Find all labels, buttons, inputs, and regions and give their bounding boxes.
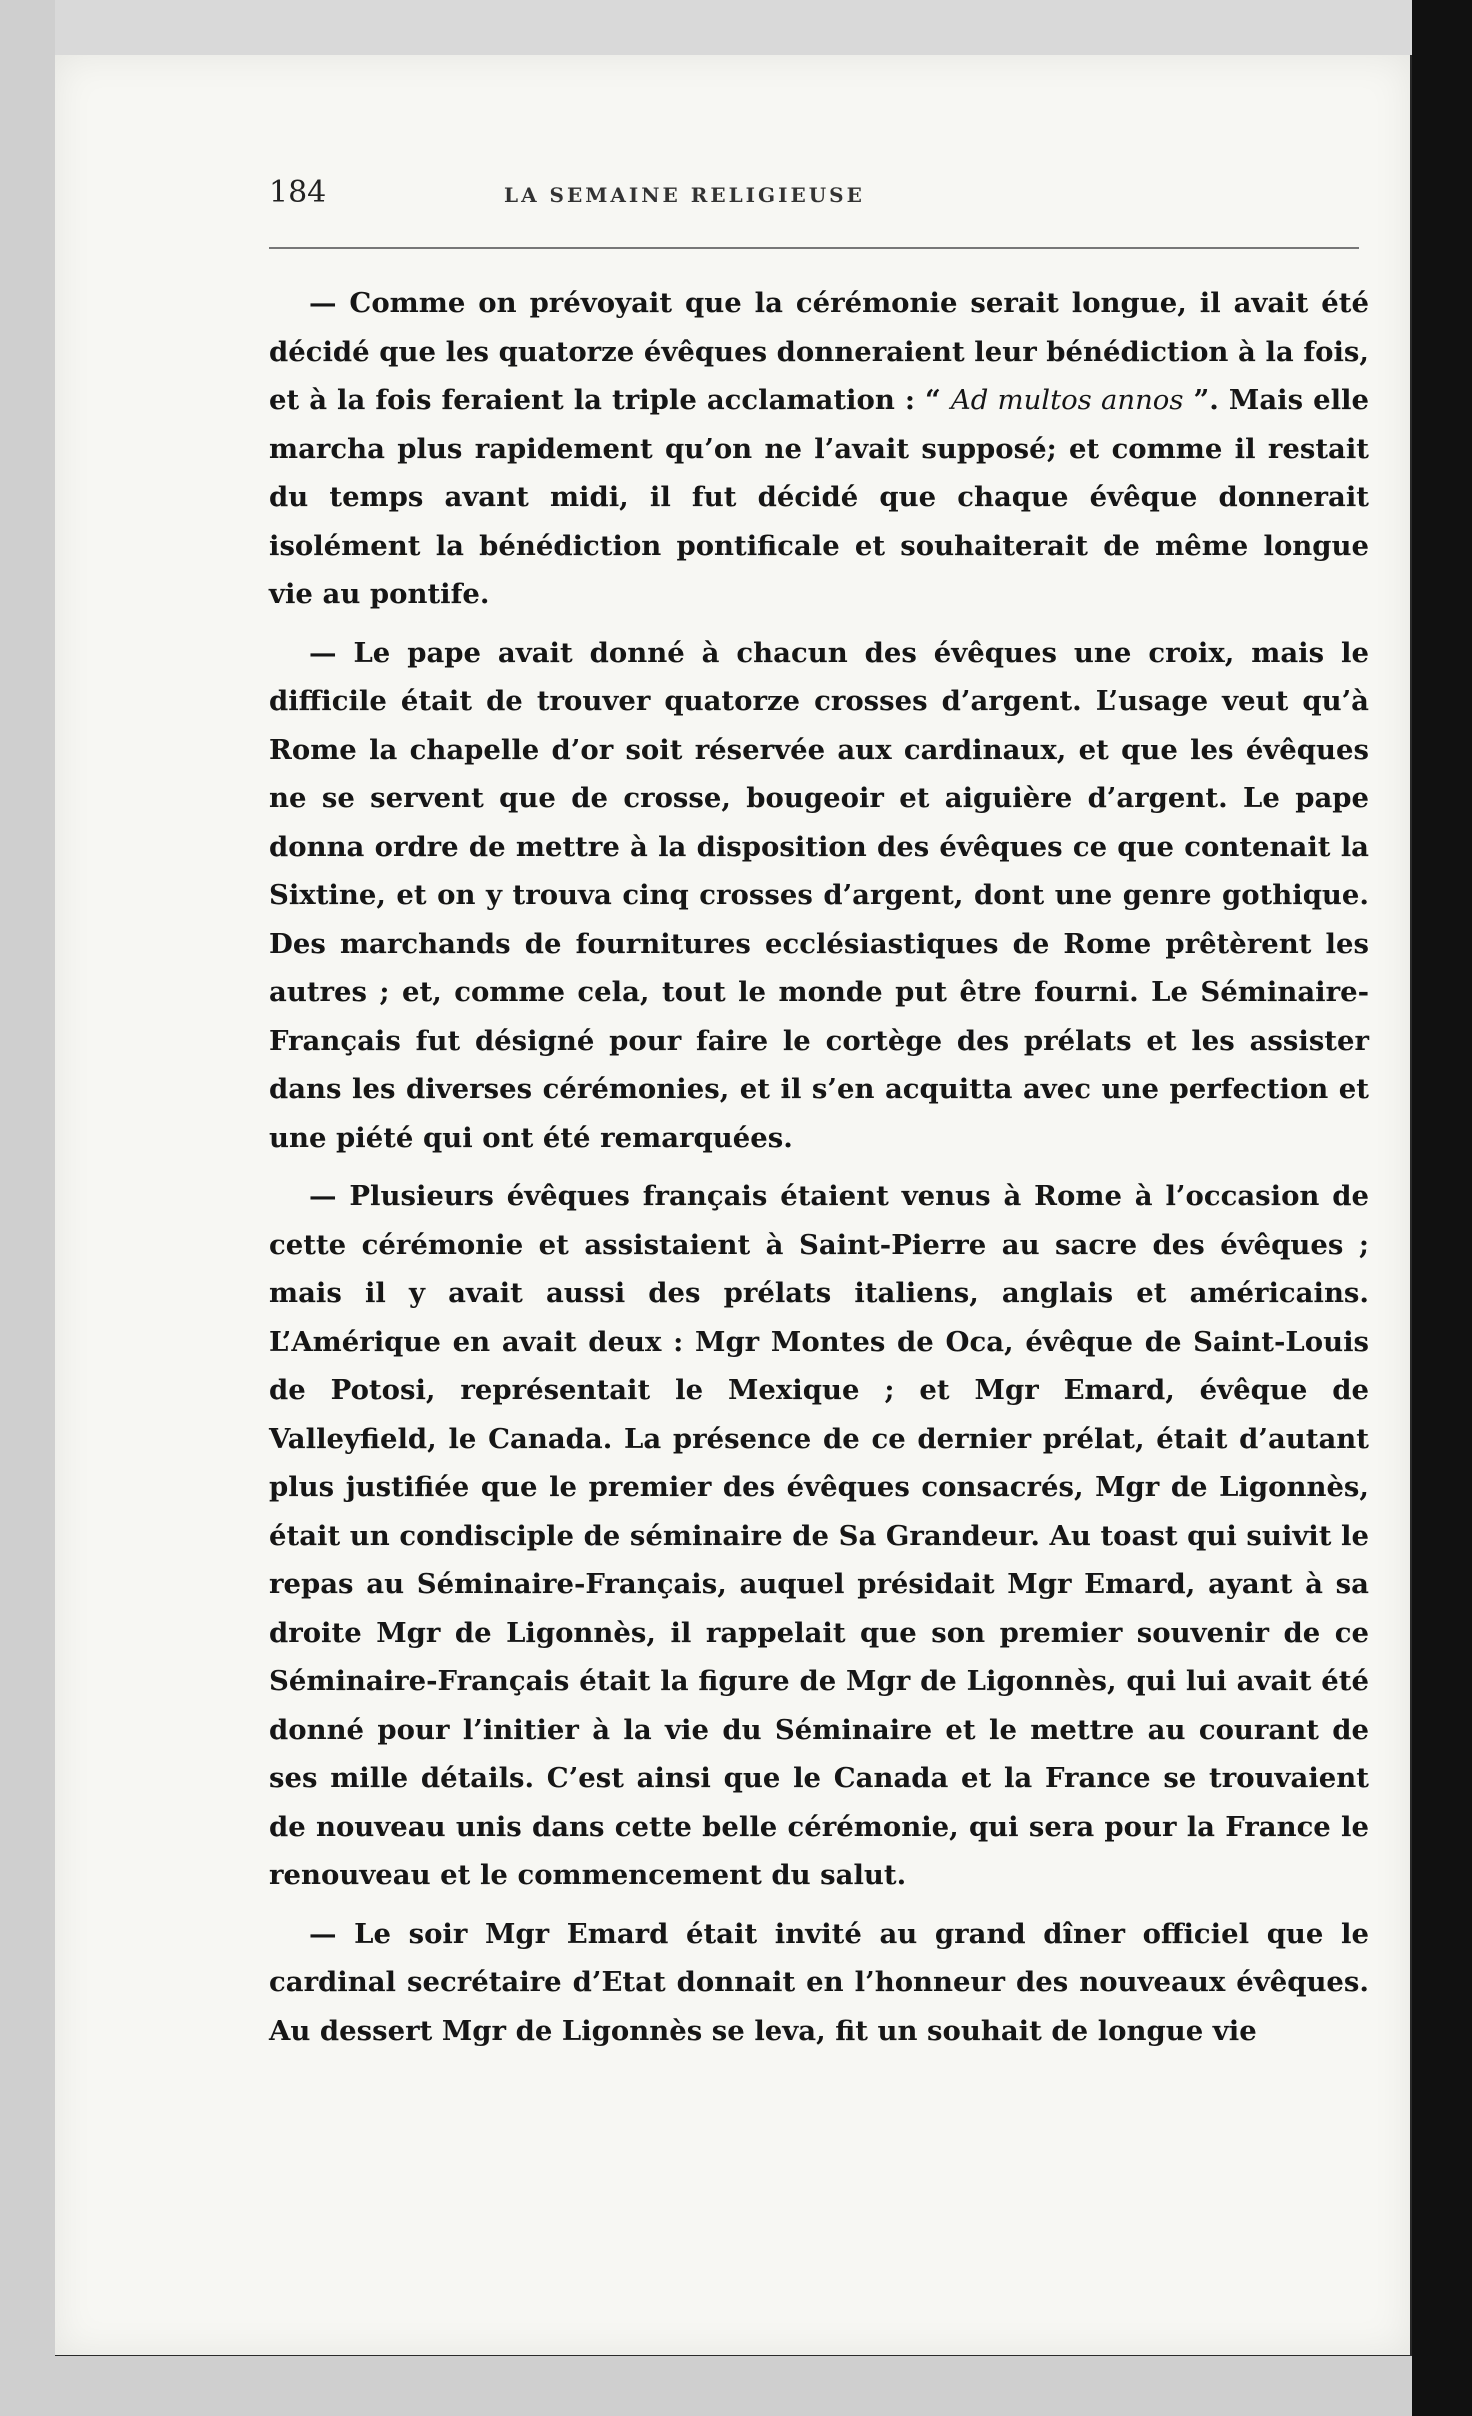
paragraph-1-text-after: ”. Mais elle marcha plus rapidement qu’on ne l’avait supposé; et comme il restait du temps avant midi, il fut décidé que chaque évêque donnerait isolément la bénédiction pontificale et souhaiterait de même longue vie au pontife. <box>269 384 1369 610</box>
page-number: 184 <box>269 175 327 210</box>
paragraph-1 <box>269 279 1369 619</box>
paragraph-3: — Plusieurs évêques français étaient venus à Rome à l’occasion de cette cérémonie et assistaient à Saint-Pierre au sacre des évêques ; mais il y avait aussi des prélats italiens, anglais et américains. L’Amérique en avait deux : Mgr Montes de Oca, évêque de Saint-Louis de Potosi, représentait le Mexique ; et Mgr Emard, évêque de Valleyfield, le Canada. La présence de ce dernier prélat, était d’autant plus justifiée que le premier des évêques consacrés, Mgr de Ligonnès, était un condisciple de séminaire de Sa Grandeur. Au toast qui suivit le repas au Séminaire-Français, auquel présidait Mgr Emard, ayant à sa droite Mgr de Ligonnès, il rappelait que son premier souvenir de ce Séminaire-Français était la figure de Mgr de Ligonnès, qui lui avait été donné pour l’initier à la vie du Séminaire et le mettre au courant de ses mille détails. C’est ainsi que le Canada et la France se trouvaient de nouveau unis dans cette belle cérémonie, qui sera pour la France le renouveau et le commencement du salut. <box>269 1180 1369 1891</box>
header-rule <box>269 247 1359 249</box>
scan-border-bottom <box>0 2356 1472 2416</box>
latin-quote: Ad multos annos <box>950 384 1184 416</box>
running-title: LA SEMAINE RELIGIEUSE <box>504 183 865 207</box>
page-header <box>269 175 1429 225</box>
paragraph-2: — Le pape avait donné à chacun des évêques une croix, mais le difficile était de trouver quatorze crosses d’argent. L’usage veut qu’à Rome la chapelle d’or soit réservée aux cardinaux, et que les évêques ne se servent que de crosse, bougeoir et aiguière d’argent. Le pape donna ordre de mettre à la disposition des évêques ce que contenait la Sixtine, et on y trouva cinq crosses d’argent, dont une genre gothique. Des marchands de fournitures ecclésiastiques de Rome prêtèrent les autres ; et, comme cela, tout le monde put être fourni. Le Séminaire-Français fut désigné pour faire le cortège des prélats et les assister dans les diverses cérémonies, et il s’en acquitta avec une perfection et une piété qui ont été remarquées. <box>269 636 1369 1154</box>
scan-border-top <box>0 0 1472 55</box>
scanned-page <box>55 55 1410 2355</box>
scan-border-left <box>0 0 55 2416</box>
article-body <box>269 279 1369 2055</box>
paragraph-4: — Le soir Mgr Emard était invité au grand dîner officiel que le cardinal secrétaire d’Etat donnait en l’honneur des nouveaux évêques. Au dessert Mgr de Ligonnès se leva, fit un souhait de longue vie <box>269 1917 1369 2047</box>
paragraph-1-text-before: — Comme on prévoyait que la cérémonie serait longue, il avait été décidé que les quatorze évêques donneraient leur bénédiction à la fois, et à la fois feraient la triple acclamation : “ <box>269 287 1369 416</box>
page-content <box>269 175 1429 2065</box>
